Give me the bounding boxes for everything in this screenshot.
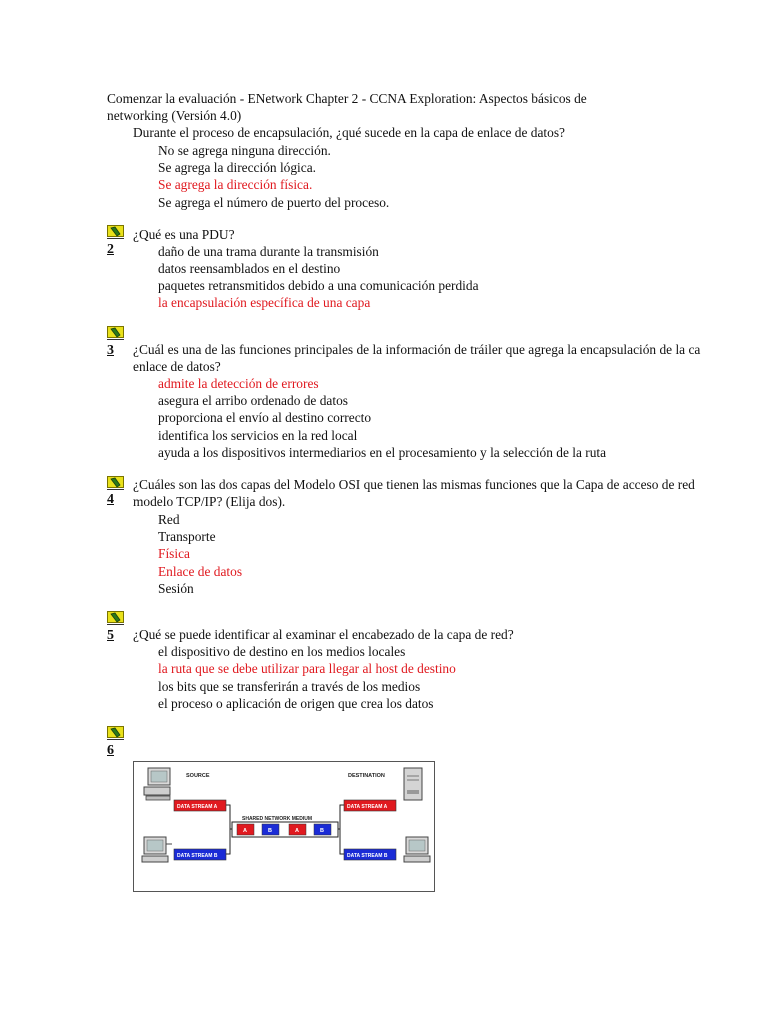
question-number-6: 6 (107, 743, 114, 758)
q1-option-1[interactable]: No se agrega ninguna dirección. (158, 143, 331, 158)
q4-option-3[interactable]: Física (158, 546, 190, 561)
pencil-flag-icon[interactable] (107, 476, 124, 488)
destination-label: DESTINATION (348, 773, 385, 779)
q5-option-1[interactable]: el dispositivo de destino en los medios locales (158, 644, 406, 659)
q3-option-1[interactable]: admite la detección de errores (158, 376, 319, 391)
question-4-text-line-1: ¿Cuáles son las dos capas del Modelo OSI que tienen las mismas funciones que la Capa de acceso de red (133, 477, 695, 492)
q4-option-1[interactable]: Red (158, 512, 180, 527)
q5-option-4[interactable]: el proceso o aplicación de origen que crea los datos (158, 696, 434, 711)
q5-option-2[interactable]: la ruta que se debe utilizar para llegar al host de destino (158, 661, 456, 676)
stream-b-source-label: DATA STREAM B (177, 853, 218, 859)
destination-server-icon (404, 768, 422, 800)
question-2-text: ¿Qué es una PDU? (133, 227, 235, 242)
source-b-computer-icon (142, 837, 172, 862)
q4-option-5[interactable]: Sesión (158, 581, 194, 596)
question-number-4: 4 (107, 492, 114, 507)
shared-medium-label: SHARED NETWORK MEDIUM (242, 816, 312, 822)
pencil-flag-icon[interactable] (107, 726, 124, 738)
question-number-5: 5 (107, 628, 114, 643)
stream-a-source-label: DATA STREAM A (177, 804, 218, 810)
question-3-text-line-1: ¿Cuál es una de las funciones principales de la información de tráiler que agrega la encapsulación de la ca (133, 342, 701, 357)
q3-option-5[interactable]: ayuda a los dispositivos intermediarios en el procesamiento y la selección de la ruta (158, 445, 607, 460)
q4-option-2[interactable]: Transporte (158, 529, 216, 544)
packet-3-label: A (295, 828, 299, 834)
source-label: SOURCE (186, 773, 210, 779)
pencil-flag-icon[interactable] (107, 326, 124, 338)
page-title-line-2: networking (Versión 4.0) (107, 108, 242, 123)
packet-1-label: A (243, 828, 247, 834)
stream-a-dest-label: DATA STREAM A (347, 804, 388, 810)
q5-option-3[interactable]: los bits que se transferirán a través de los medios (158, 679, 421, 694)
q3-option-4[interactable]: identifica los servicios en la red local (158, 428, 358, 443)
pencil-flag-icon[interactable] (107, 225, 124, 237)
source-computer-icon (144, 768, 170, 800)
packet-4-label: B (320, 828, 324, 834)
q3-option-3[interactable]: proporciona el envío al destino correcto (158, 410, 372, 425)
q4-option-4[interactable]: Enlace de datos (158, 564, 243, 579)
q2-option-1[interactable]: daño de una trama durante la transmisión (158, 244, 379, 259)
q2-option-2[interactable]: datos reensamblados en el destino (158, 261, 341, 276)
stream-b-dest-label: DATA STREAM B (347, 853, 388, 859)
q2-option-4[interactable]: la encapsulación específica de una capa (158, 295, 371, 310)
question-4-text-line-2: modelo TCP/IP? (Elija dos). (133, 494, 286, 509)
q3-option-2[interactable]: asegura el arribo ordenado de datos (158, 393, 348, 408)
page-title-line-1: Comenzar la evaluación - ENetwork Chapter 2 - CCNA Exploration: Aspectos básicos de (107, 91, 587, 106)
question-number-3: 3 (107, 343, 114, 358)
network-diagram (133, 761, 435, 892)
pencil-flag-icon[interactable] (107, 611, 124, 623)
q1-option-4[interactable]: Se agrega el número de puerto del proceso. (158, 195, 390, 210)
destination-b-computer-icon (404, 837, 430, 862)
question-1-text: Durante el proceso de encapsulación, ¿qué sucede en la capa de enlace de datos? (133, 125, 565, 140)
question-number-2: 2 (107, 242, 114, 257)
q1-option-3[interactable]: Se agrega la dirección física. (158, 177, 313, 192)
question-5-text: ¿Qué se puede identificar al examinar el encabezado de la capa de red? (133, 627, 514, 642)
question-3-text-line-2: enlace de datos? (133, 359, 221, 374)
q1-option-2[interactable]: Se agrega la dirección lógica. (158, 160, 317, 175)
q2-option-3[interactable]: paquetes retransmitidos debido a una comunicación perdida (158, 278, 479, 293)
packet-2-label: B (268, 828, 272, 834)
